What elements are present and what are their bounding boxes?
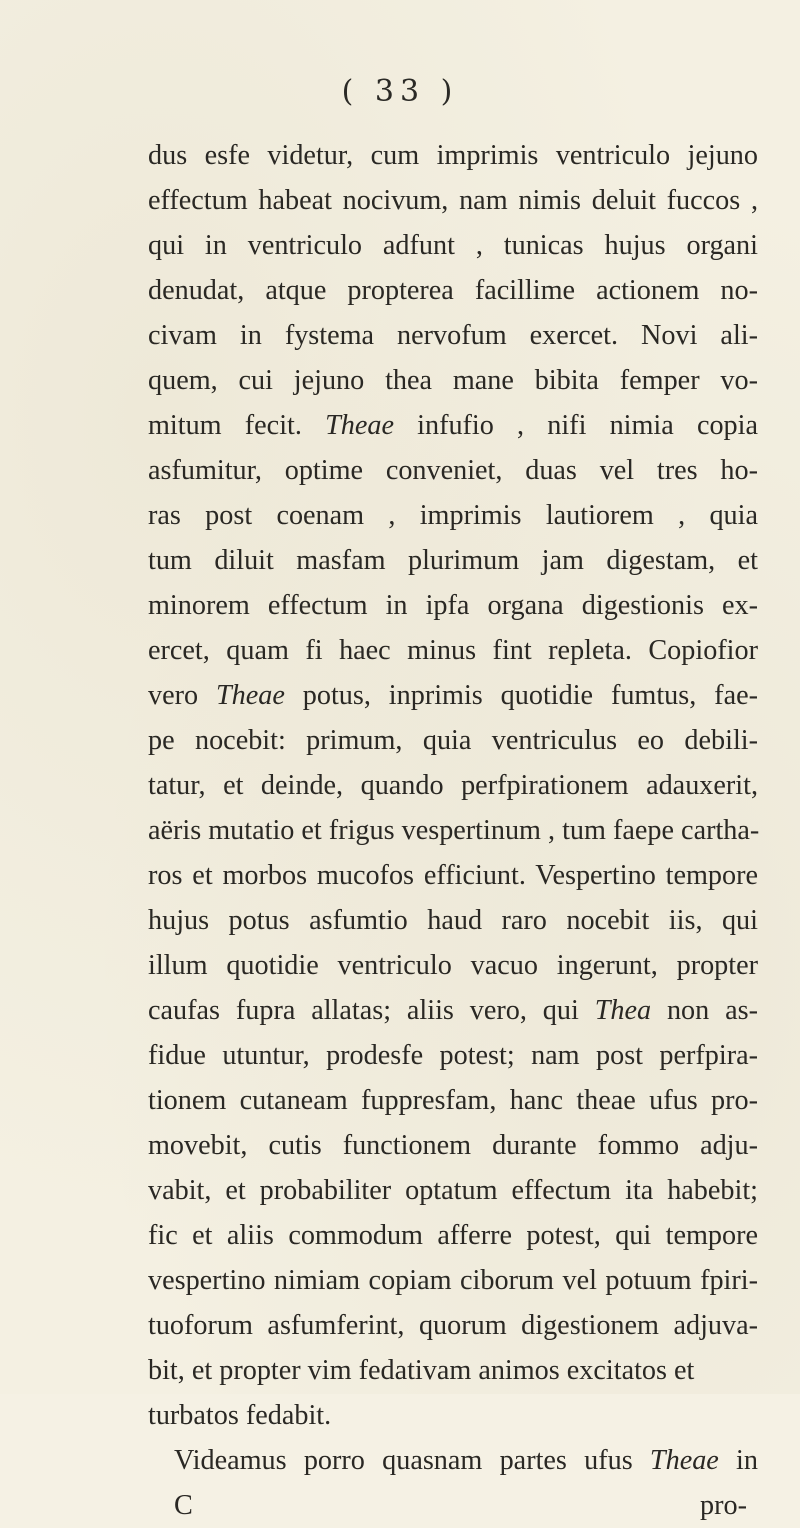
text-segment: hujus potus asfumtio haud raro nocebit iis, qui: [148, 905, 758, 936]
text-line: [148, 1168, 758, 1213]
text-line: [148, 448, 758, 493]
text-segment: Videamus porro quasnam partes ufus: [174, 1445, 650, 1476]
italic-term: Theae: [215, 680, 285, 711]
text-line: [148, 853, 758, 898]
text-line: [148, 1438, 758, 1483]
text-segment: qui in ventriculo adfunt , tunicas hujus organi: [148, 230, 758, 261]
text-line: [148, 628, 758, 673]
text-segment: bit, et propter vim fedativam animos excitatos et: [148, 1355, 695, 1386]
text-line: [148, 1078, 758, 1123]
text-line: [148, 808, 758, 853]
italic-term: Theae: [649, 1445, 719, 1476]
text-line: [148, 988, 758, 1033]
text-segment: ercet, quam fi haec minus fint repleta. Copiofior: [148, 635, 758, 666]
text-line: [148, 1033, 758, 1078]
text-line: [148, 583, 758, 628]
text-segment: denudat, atque propterea facillime actionem no-: [148, 275, 758, 306]
text-segment: tuoforum asfumferint, quorum digestionem adjuva-: [148, 1310, 758, 1341]
text-segment: fidue utuntur, prodesfe potest; nam post perfpira-: [148, 1040, 758, 1071]
text-segment: tionem cutaneam fuppresfam, hanc theae ufus pro-: [148, 1085, 758, 1116]
text-line: [148, 358, 758, 403]
text-segment: mitum fecit.: [148, 410, 326, 441]
text-segment: movebit, cutis functionem durante fommo adju-: [148, 1130, 758, 1161]
text-segment: minorem effectum in ipfa organa digestionis ex-: [148, 590, 758, 621]
text-line: [148, 313, 758, 358]
text-segment: dus esfe videtur, cum imprimis ventriculo jejuno: [148, 140, 758, 171]
text-segment: vespertino nimiam copiam ciborum vel potuum fpiri-: [148, 1265, 758, 1296]
text-line: [148, 268, 758, 313]
text-line: [148, 403, 758, 448]
text-line: [148, 178, 758, 223]
text-segment: ras post coenam , imprimis lautiorem , quia: [148, 500, 758, 531]
text-line: [148, 763, 758, 808]
italic-term: Theae: [325, 410, 394, 441]
catchword: pro-: [700, 1490, 747, 1521]
text-segment: asfumitur, optime conveniet, duas vel tres ho-: [148, 455, 758, 486]
text-segment: vero: [148, 680, 216, 711]
text-segment: fic et aliis commodum afferre potest, qui tempore: [148, 1220, 758, 1251]
text-segment: effectum habeat nocivum, nam nimis deluit fuccos ,: [148, 185, 758, 216]
text-segment: quem, cui jejuno thea mane bibita femper vo-: [148, 365, 758, 396]
text-segment: non as-: [651, 995, 758, 1026]
text-segment: potus, inprimis quotidie fumtus, fae-: [284, 680, 758, 711]
italic-term: Thea: [594, 995, 652, 1026]
text-segment: turbatos fedabit.: [148, 1400, 332, 1431]
text-line: [148, 223, 758, 268]
text-line: [148, 1123, 758, 1168]
text-segment: tum diluit masfam plurimum jam digestam, et: [148, 545, 758, 576]
text-line: [148, 1258, 758, 1303]
text-line: [148, 538, 758, 583]
text-segment: tatur, et deinde, quando perfpirationem adauxerit,: [148, 770, 758, 801]
text-segment: in: [718, 1445, 758, 1476]
text-segment: caufas fupra allatas; aliis vero, qui: [148, 995, 595, 1026]
text-segment: aëris mutatio et frigus vespertinum , tum faepe cartha-: [148, 815, 760, 846]
page-number-header: ( 33 ): [341, 74, 459, 109]
text-segment: infufio , nifi nimia copia: [393, 410, 758, 441]
text-line: [148, 1393, 758, 1438]
text-segment: civam in fystema nervofum exercet. Novi ali-: [148, 320, 758, 351]
signature-mark: C: [174, 1490, 193, 1521]
body-text: [148, 133, 758, 1528]
text-line: [148, 1303, 758, 1348]
text-line: [148, 673, 758, 718]
text-line: [148, 1213, 758, 1258]
text-line: [148, 898, 758, 943]
text-line: [148, 1348, 758, 1393]
text-line: [148, 133, 758, 178]
text-segment: ros et morbos mucofos efficiunt. Vespertino tempore: [148, 860, 758, 891]
text-segment: illum quotidie ventriculo vacuo ingerunt, propter: [148, 950, 758, 981]
text-segment: pe nocebit: primum, quia ventriculus eo debili-: [148, 725, 758, 756]
text-line: [148, 493, 758, 538]
text-line: [148, 718, 758, 763]
footer-line: [148, 1483, 758, 1528]
text-segment: vabit, et probabiliter optatum effectum ita habebit;: [148, 1175, 758, 1206]
text-line: [148, 943, 758, 988]
